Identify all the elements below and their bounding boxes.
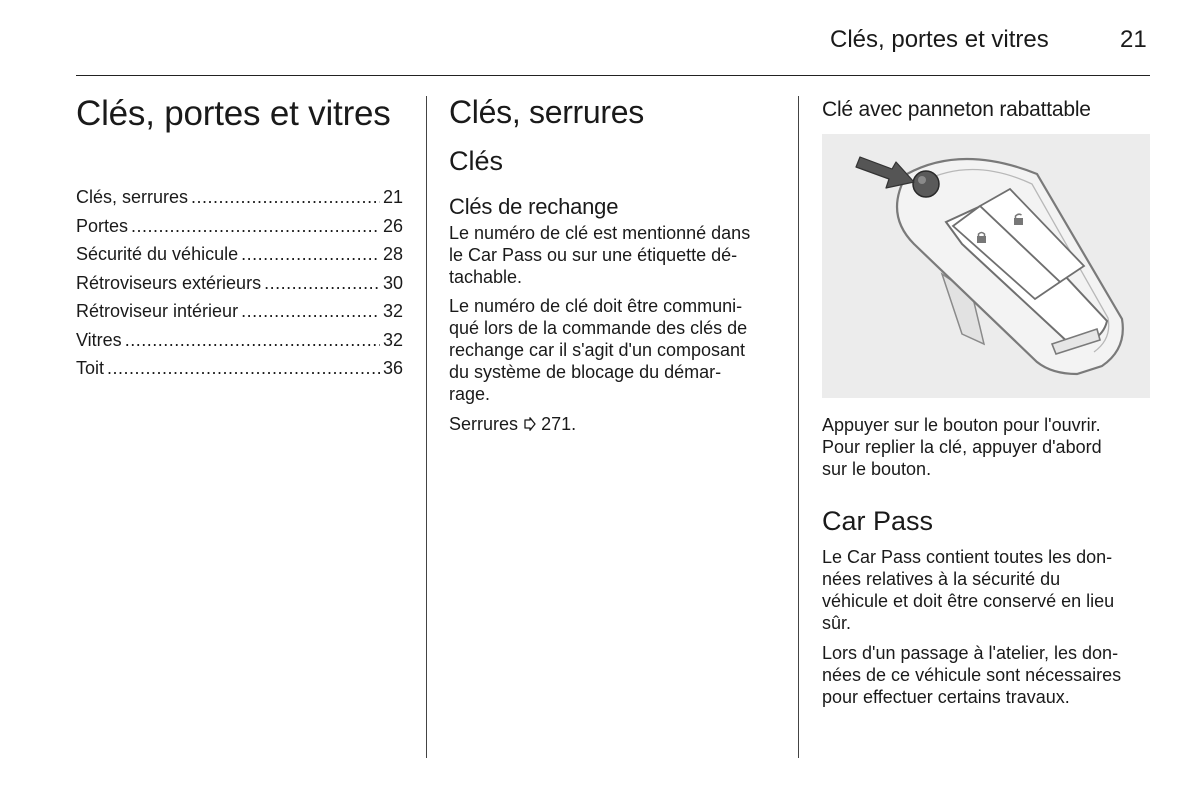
paragraph-key-number-ordering <box>449 295 785 405</box>
table-of-contents <box>76 187 403 387</box>
section-title: Clés, serrures <box>449 94 644 130</box>
toc-entry[interactable] <box>76 330 403 359</box>
arrow-right-icon <box>523 417 536 431</box>
paragraph-carpass-workshop <box>822 642 1152 708</box>
text-line: Pour replier la clé, appuyer d'abord <box>822 437 1102 457</box>
chapter-title: Clés, portes et vitres <box>76 94 391 133</box>
cross-reference-label: Serrures <box>449 414 519 434</box>
toc-leader-dots <box>191 187 380 208</box>
toc-entry-page: 32 <box>382 301 403 321</box>
toc-leader-dots <box>241 244 380 265</box>
toc-entry-page: 30 <box>382 272 403 293</box>
text-line: le Car Pass ou sur une étiquette dé- <box>449 245 738 265</box>
paragraph-key-number-location <box>449 222 785 288</box>
toc-entry[interactable] <box>76 273 403 302</box>
text-line: rechange car il s'agit d'un composant <box>449 340 746 360</box>
subsection-title: Clés <box>449 146 504 176</box>
text-line: Le numéro de clé est mentionné dans <box>449 223 751 243</box>
text-line: Lors d'un passage à l'atelier, les don- <box>822 643 1119 663</box>
text-line: pour effectuer certains travaux. <box>822 687 1070 707</box>
toc-entry-label: Rétroviseur intérieur <box>76 301 239 321</box>
carpass-title: Car Pass <box>822 506 934 536</box>
figure-caption <box>822 414 1152 480</box>
toc-entry[interactable] <box>76 301 403 330</box>
cross-reference[interactable] <box>449 413 785 435</box>
toc-leader-dots <box>241 301 380 322</box>
figure-title: Clé avec panneton rabattable <box>822 98 1091 121</box>
toc-entry-label: Vitres <box>76 329 122 350</box>
toc-leader-dots <box>125 330 380 351</box>
text-line: nées de ce véhicule sont nécessaires <box>822 665 1122 685</box>
text-line: nées relatives à la sécurité du <box>822 569 1061 589</box>
header-rule <box>76 75 1150 76</box>
text-line: véhicule et doit être conservé en lieu <box>822 591 1115 611</box>
toc-entry-page: 36 <box>382 358 403 378</box>
text-line: sur le bouton. <box>822 459 932 479</box>
column-divider-2 <box>798 96 799 758</box>
toc-entry-page: 32 <box>382 329 403 350</box>
text-line: Appuyer sur le bouton pour l'ouvrir. <box>822 415 1101 435</box>
toc-entry[interactable] <box>76 187 403 216</box>
running-header-title: Clés, portes et vitres <box>830 26 1049 53</box>
text-line: tachable. <box>449 267 523 287</box>
toc-entry[interactable] <box>76 358 403 387</box>
toc-entry-page: 28 <box>382 244 403 264</box>
text-line: rage. <box>449 384 491 404</box>
folding-key-figure <box>822 134 1150 398</box>
text-line: Le numéro de clé doit être communi- <box>449 296 743 316</box>
toc-leader-dots <box>107 358 380 379</box>
toc-entry-page: 26 <box>382 215 403 236</box>
toc-entry-label: Sécurité du véhicule <box>76 244 239 264</box>
text-line: qué lors de la commande des clés de <box>449 318 748 338</box>
toc-leader-dots <box>131 216 380 237</box>
paragraph-carpass-content <box>822 546 1152 634</box>
text-line: du système de blocage du démar- <box>449 362 722 382</box>
toc-entry-page: 21 <box>382 187 403 207</box>
column-divider-1 <box>426 96 427 758</box>
toc-entry-label: Toit <box>76 358 105 378</box>
toc-entry-label: Rétroviseurs extérieurs <box>76 272 262 293</box>
toc-entry-label: Portes <box>76 215 129 236</box>
text-line: sûr. <box>822 613 852 633</box>
text-line: Le Car Pass contient toutes les don- <box>822 547 1113 567</box>
folding-key-icon <box>822 134 1150 398</box>
toc-entry[interactable] <box>76 244 403 273</box>
toc-leader-dots <box>264 273 380 294</box>
arrow-icon <box>856 157 914 188</box>
toc-entry[interactable] <box>76 216 403 245</box>
cross-reference-page: 271. <box>541 414 577 434</box>
subsubsection-title: Clés de rechange <box>449 194 619 219</box>
toc-entry-label: Clés, serrures <box>76 187 189 207</box>
page-number: 21 <box>1120 26 1147 53</box>
